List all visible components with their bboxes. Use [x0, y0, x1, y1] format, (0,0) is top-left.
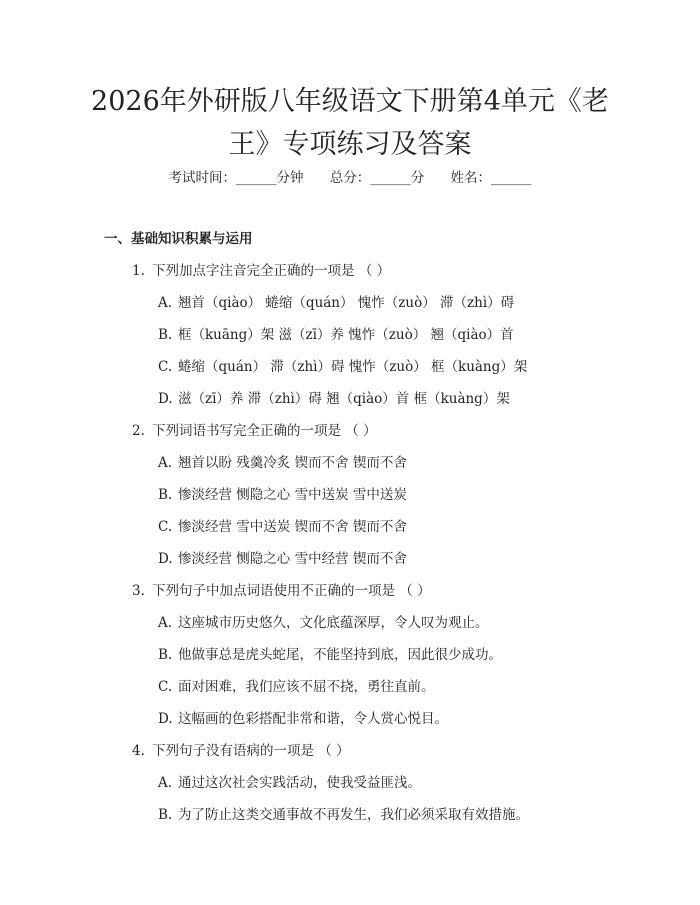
option-text: 框（kuāng）架 滋（zī）养 愧怍（zuò） 翘（qiào）首: [178, 327, 514, 343]
option-letter: C.: [158, 359, 173, 375]
option-letter: B.: [158, 647, 173, 663]
question-1-option-c: [158, 357, 527, 377]
question-3-option-d: [158, 709, 448, 729]
question-1-option-a: [158, 293, 514, 313]
option-letter: A.: [158, 615, 173, 631]
question-2-option-a: [158, 453, 407, 473]
question-3: [132, 581, 431, 601]
option-text: 面对困难，我们应该不屈不挠，勇往直前。: [178, 679, 435, 695]
option-text: 惨淡经营 雪中送炭 锲而不舍 锲而不舍: [178, 519, 407, 535]
question-number: 4.: [132, 743, 145, 759]
option-letter: C.: [158, 519, 173, 535]
option-text: 这幅画的色彩搭配非常和谐，令人赏心悦目。: [178, 711, 448, 727]
question-3-option-a: [158, 613, 489, 633]
exam-time-field: 考试时间：______分钟: [168, 170, 304, 186]
option-text: 为了防止这类交通事故不再发生，我们必须采取有效措施。: [178, 807, 529, 823]
question-4-option-a: [158, 773, 421, 793]
title-line-1: 2026年外研版八年级语文下册第4单元《老: [91, 86, 609, 117]
total-score-field: 总分：______分: [329, 170, 425, 186]
option-letter: B.: [158, 327, 173, 343]
question-2-option-b: [158, 485, 407, 505]
question-4-option-b: [158, 805, 529, 825]
question-text: 下列句子没有语病的一项是 （ ）: [152, 743, 350, 759]
question-number: 1.: [132, 263, 145, 279]
question-3-option-b: [158, 645, 502, 665]
name-field: 姓名：______: [450, 170, 532, 186]
question-number: 3.: [132, 583, 145, 599]
question-2-option-c: [158, 517, 407, 537]
option-letter: D.: [158, 551, 173, 567]
question-2-option-d: [158, 549, 407, 569]
question-text: 下列词语书写完全正确的一项是 （ ）: [152, 423, 377, 439]
option-letter: B.: [158, 487, 173, 503]
option-text: 滋（zī）养 滞（zhì）碍 翘（qiào）首 框（kuàng）架: [178, 391, 510, 407]
exam-meta: [0, 168, 700, 188]
question-3-option-c: [158, 677, 435, 697]
option-text: 蜷缩（quán） 滞（zhì）碍 愧怍（zuò） 框（kuàng）架: [178, 359, 528, 375]
option-text: 通过这次社会实践活动，使我受益匪浅。: [178, 775, 421, 791]
option-text: 惨淡经营 恻隐之心 雪中送炭 雪中送炭: [178, 487, 407, 503]
question-1: [132, 261, 390, 281]
option-letter: D.: [158, 391, 173, 407]
section-heading: 一、基础知识积累与运用: [104, 231, 253, 247]
title-line-2: 王》专项练习及答案: [228, 129, 472, 160]
option-letter: A.: [158, 775, 173, 791]
option-text: 这座城市历史悠久，文化底蕴深厚，令人叹为观止。: [178, 615, 489, 631]
option-text: 翘首以盼 残羹冷炙 锲而不舍 锲而不舍: [178, 455, 407, 471]
option-text: 惨淡经营 恻隐之心 雪中经营 锲而不舍: [178, 551, 407, 567]
question-text: 下列加点字注音完全正确的一项是 （ ）: [152, 263, 391, 279]
question-number: 2.: [132, 423, 145, 439]
question-4: [132, 741, 350, 761]
option-text: 翘首（qiào） 蜷缩（quán） 愧怍（zuò） 滞（zhì）碍: [178, 295, 515, 311]
option-text: 他做事总是虎头蛇尾，不能坚持到底，因此很少成功。: [178, 647, 502, 663]
question-1-option-b: [158, 325, 514, 345]
option-letter: D.: [158, 711, 173, 727]
option-letter: A.: [158, 455, 173, 471]
option-letter: B.: [158, 807, 173, 823]
question-1-option-d: [158, 389, 510, 409]
document-title: [70, 80, 630, 166]
question-text: 下列句子中加点词语使用不正确的一项是 （ ）: [152, 583, 431, 599]
question-2: [132, 421, 377, 441]
option-letter: C.: [158, 679, 173, 695]
option-letter: A.: [158, 295, 173, 311]
